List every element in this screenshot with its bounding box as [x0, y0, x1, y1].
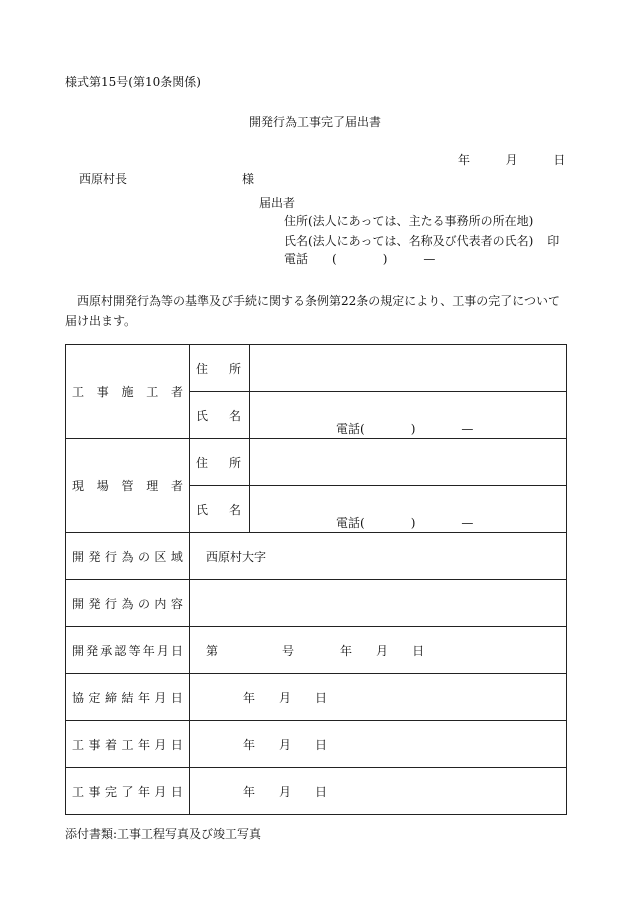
start-field[interactable] — [190, 721, 567, 768]
manager-tel: 電話( ) — — [336, 516, 474, 530]
phone-dash: — — [423, 252, 436, 266]
seal-mark: 印 — [547, 234, 560, 248]
notifier-name: 氏名(法人にあっては、名称及び代表者の氏名) — [284, 234, 534, 248]
address-label: 住 所 — [196, 361, 241, 376]
date-month: 月 — [505, 153, 518, 167]
contractor-name-field[interactable] — [250, 392, 567, 439]
complete-label-cell — [66, 768, 190, 815]
complete-field[interactable] — [190, 768, 567, 815]
complete-row — [66, 768, 567, 815]
agreement-label-cell — [66, 674, 190, 721]
manager-address-label-cell — [190, 439, 250, 486]
document-title: 開発行為工事完了届出書 — [248, 115, 381, 129]
contractor-address-field[interactable] — [250, 345, 567, 392]
attachments-note: 添付書類:工事工程写真及び竣工写真 — [65, 827, 262, 841]
form-number: 様式第15号(第10条関係) — [65, 75, 201, 89]
completion-form-table — [65, 344, 567, 815]
area-field[interactable] — [190, 533, 567, 580]
contractor-tel: 電話( ) — — [336, 422, 474, 436]
content-row — [66, 580, 567, 627]
start-row — [66, 721, 567, 768]
area-value: 西原村大字 — [206, 549, 267, 564]
contractor-label: 工 事 施 工 者 — [72, 385, 183, 399]
content-label: 開 発 行 為 の 内 容 — [72, 596, 183, 611]
contractor-address-label-cell — [190, 345, 250, 392]
date-year: 年 — [458, 153, 471, 167]
complete-date: 年 月 日 — [243, 784, 328, 799]
start-label-cell — [66, 721, 190, 768]
addressee: 西原村長 — [79, 172, 128, 186]
agreement-row — [66, 674, 567, 721]
body-text: 西原村開発行為等の基準及び手続に関する条例第22条の規定により、工事の完了について届け出ます。 — [65, 294, 561, 328]
complete-label: 工 事 完 了 年 月 日 — [72, 784, 183, 799]
date-line — [458, 152, 565, 168]
start-label: 工 事 着 工 年 月 日 — [72, 737, 183, 752]
name-label: 氏 名 — [196, 408, 241, 423]
manager-name-field[interactable] — [250, 486, 567, 533]
notifier-address: 住所(法人にあっては、主たる事務所の所在地) — [284, 214, 534, 228]
date-day: 日 — [553, 153, 566, 167]
approval-label: 開 発 承 認 等 年 月 日 — [72, 643, 183, 658]
manager-label: 現 場 管 理 者 — [72, 479, 183, 493]
notifier-phone — [284, 251, 435, 267]
contractor-address-row — [66, 345, 567, 392]
notifier-label: 届出者 — [259, 196, 296, 210]
approval-field[interactable] — [190, 627, 567, 674]
phone-open: ( — [332, 252, 337, 266]
agreement-date: 年 月 日 — [243, 690, 328, 705]
name-label: 氏 名 — [196, 502, 241, 517]
phone-label: 電話 — [284, 252, 309, 266]
content-field[interactable] — [190, 580, 567, 627]
address-label: 住 所 — [196, 455, 241, 470]
approval-value: 第 号 年 月 日 — [206, 643, 425, 658]
contractor-name-label-cell — [190, 392, 250, 439]
content-label-cell — [66, 580, 190, 627]
manager-address-field[interactable] — [250, 439, 567, 486]
start-date: 年 月 日 — [243, 737, 328, 752]
approval-row — [66, 627, 567, 674]
notifier-name-line — [284, 233, 559, 249]
manager-name-label-cell — [190, 486, 250, 533]
agreement-label: 協 定 締 結 年 月 日 — [72, 690, 183, 705]
manager-label-cell — [66, 439, 190, 533]
approval-label-cell — [66, 627, 190, 674]
area-label-cell — [66, 533, 190, 580]
contractor-label-cell — [66, 345, 190, 439]
phone-close: ) — [382, 252, 388, 266]
manager-address-row — [66, 439, 567, 486]
honorific: 様 — [242, 172, 255, 186]
agreement-field[interactable] — [190, 674, 567, 721]
area-row — [66, 533, 567, 580]
area-label: 開 発 行 為 の 区 域 — [72, 549, 183, 564]
